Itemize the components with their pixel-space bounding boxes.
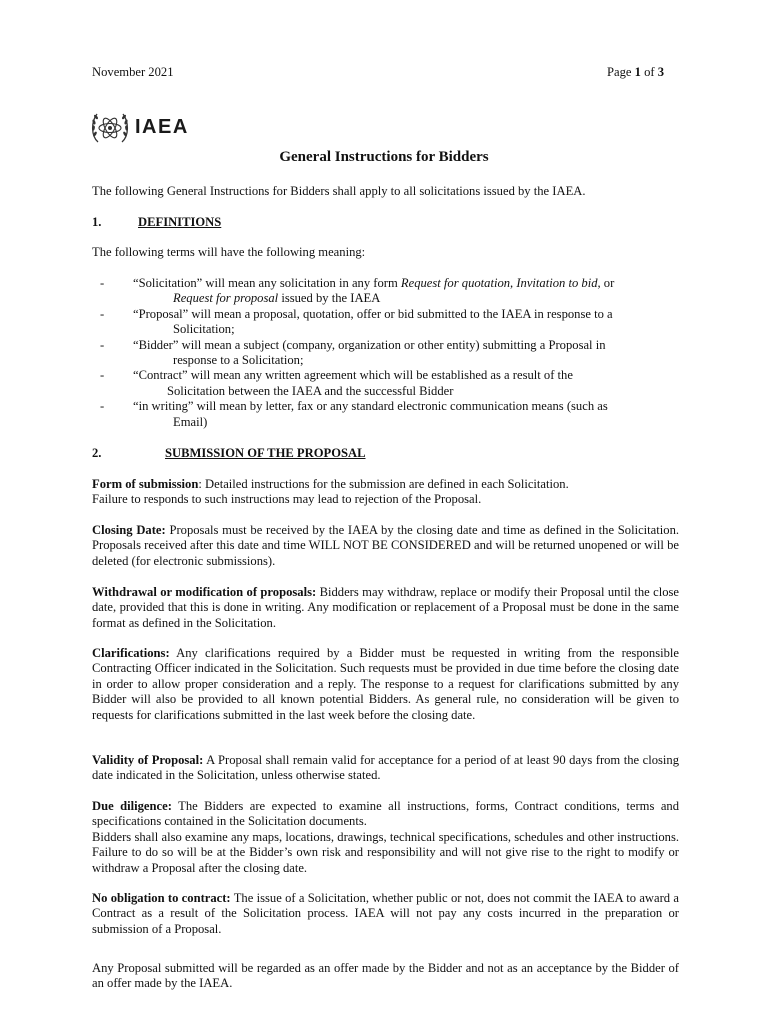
page-total: 3 bbox=[657, 65, 665, 79]
due-diligence-paragraph: Due diligence: The Bidders are expected to examine all instructions, forms, Contract conditions, terms and specifications contained in the Solicitation documents. Bidders shall also examine any maps, locations, drawings, technical specifications, schedules and other instructions. Failure to do so will be at the Bidder’s own risk and responsibility and will not give rise to the right to modify or withdraw a Proposal after the closing date. bbox=[92, 799, 679, 875]
document-title: General Instructions for Bidders bbox=[279, 149, 489, 165]
iaea-logo bbox=[89, 108, 189, 148]
list-item: - “Solicitation” will mean any solicitation in any form Request for quotation, Invitation to bid, or Request for proposal issued by the IAEA bbox=[100, 276, 615, 306]
section-1-number: 1. bbox=[92, 215, 102, 229]
page-current: 1 bbox=[634, 65, 641, 79]
logo-text: IAEA bbox=[135, 116, 189, 139]
definitions-list bbox=[92, 276, 679, 430]
section-2-heading bbox=[92, 446, 366, 461]
document-date: November 2021 bbox=[92, 65, 174, 79]
list-item: - “Bidder” will mean a subject (company, organization or other entity) submitting a Proposal in response to a Solicitation; bbox=[100, 337, 606, 368]
list-item: - “Proposal” will mean a proposal, quotation, offer or bid submitted to the IAEA in response to a Solicitation; bbox=[100, 306, 613, 337]
closing-paragraph: Any Proposal submitted will be regarded as an offer made by the Bidder and not as an acceptance by the Bidder of an offer made by the IAEA. bbox=[92, 961, 679, 991]
page-number bbox=[607, 65, 664, 80]
section-1-heading bbox=[92, 215, 221, 230]
list-item: - “in writing” will mean by letter, fax or any standard electronic communication means (such as Email) bbox=[100, 399, 608, 429]
section-2-title: SUBMISSION OF THE PROPOSAL bbox=[165, 446, 366, 460]
list-item: - “Contract” will mean any written agreement which will be established as a result of the Solicitation between the IAEA and the successful Bidder bbox=[100, 368, 573, 398]
intro-paragraph: The following General Instructions for Bidders shall apply to all solicitations issued by the IAEA. bbox=[92, 184, 586, 198]
no-obligation-paragraph: No obligation to contract: The issue of a Solicitation, whether public or not, does not commit the IAEA to award a Contract as a result of the Solicitation process. IAEA will not pay any costs incurred in the preparation or submission of a Proposal. bbox=[92, 891, 679, 936]
form-of-submission-paragraph: Form of submission: Detailed instructions for the submission are defined in each Solicitation. Failure to responds to such instructions may lead to rejection of the Proposal. bbox=[92, 477, 569, 507]
withdrawal-paragraph: Withdrawal or modification of proposals: Bidders may withdraw, replace or modify their Proposal until the close date, provided that this is done in writing. Any modification or replacement of a Proposal must be done in the same format as defined in the Solicitation. bbox=[92, 585, 679, 630]
closing-date-paragraph: Closing Date: Proposals must be received by the IAEA by the closing date and time as defined in the Solicitation. Proposals received after this date and time WILL NOT BE CONSIDERED and will be returned unopened or will be deleted (for electronic submissions). bbox=[92, 523, 680, 568]
page-of: of bbox=[644, 65, 655, 79]
un-emblem-icon bbox=[89, 108, 131, 148]
section-1-title: DEFINITIONS bbox=[138, 215, 222, 229]
validity-paragraph: Validity of Proposal: A Proposal shall remain valid for acceptance for a period of at least 90 days from the closing date indicated in the Solicitation, unless otherwise stated. bbox=[92, 753, 679, 783]
clarifications-paragraph: Clarifications: Any clarifications required by a Bidder must be requested in writing from the responsible Contracting Officer indicated in the Solicitation. Such requests must be provided in due time before the closing date in order to allow proper consideration and a reply. The response to a request for clarifications submitted by any Bidder will also be provided to all known potential Bidders. As general rule, no consideration will be given to requests for clarifications submitted in the last week before the closing date. bbox=[92, 646, 679, 722]
definitions-lead: The following terms will have the following meaning: bbox=[92, 245, 366, 259]
page-prefix: Page bbox=[607, 65, 632, 79]
section-2-number: 2. bbox=[92, 446, 102, 460]
